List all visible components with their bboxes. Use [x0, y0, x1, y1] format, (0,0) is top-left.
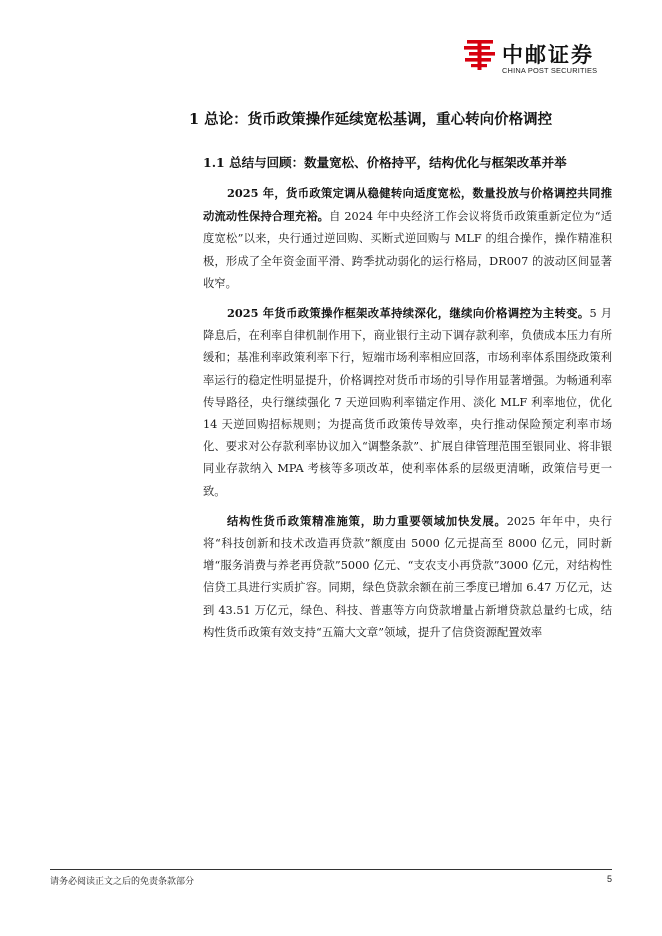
body-text: [203, 182, 612, 651]
disclaimer-note: 请务必阅读正文之后的免责条款部分: [50, 877, 195, 887]
paragraph-1-body: 自 2024 年中央经济工作会议将货币政策重新定位为“适度宽松”以来，央行通过逆回购、买断式逆回购与 MLF 的组合操作，操作精准积极，形成了全年资金面平滑、跨季扰动弱化的运行格局，DR007 的波动区间显著收窄。: [203, 210, 612, 290]
section-heading: 1 总论：货币政策操作延续宽松基调，重心转向价格调控: [189, 111, 553, 128]
subsection-heading: 1.1 总结与回顾：数量宽松、价格持平，结构优化与框架改革并举: [203, 155, 567, 170]
logo-english-name: CHINA POST SECURITIES: [502, 66, 598, 75]
paragraph-2-body: 5 月降息后，在利率自律机制作用下，商业银行主动下调存款利率，负债成本压力有所缓和；基准利率政策利率下行，短端市场利率相应回落，市场利率体系围绕政策利率运行的稳定性明显提升，价格调控对货币市场的引导作用显著增强。为畅通利率传导路径，央行继续强化 7 天逆回购利率锚定作用、淡化 MLF 利率地位，优化 14 天逆回购招标规则；为提高货币政策传导效率，央行推动保险预定利率市场化、要求对公存款利率协议加入“调整条款”、扩展自律管理范围至银同业、将非银同业存款纳入 MPA 考核等多项改革，使利率体系的层级更清晰，政策信号更一致。: [203, 307, 612, 498]
paragraph-3-body: 2025 年年中，央行将“科技创新和技术改造再贷款”额度由 5000 亿元提高至 8000 亿元，同时新增“服务消费与养老再贷款”5000 亿元、“支农支小再贷款”3000 亿元，对结构性信贷工具进行实质扩容。同期，绿色贷款余额在前三季度已增加 6.47 万亿元，达到 43.51 万亿元，绿色、科技、普惠等方向贷款增量占新增贷款总量约七成，结构性货币政策有效支持“五篇大文章”领域，提升了信贷资源配置效率: [203, 514, 612, 639]
paragraph-1-lead: 2025 年，货币政策定调从稳健转向适度宽松，数量投放与价格调控共同推动流动性保持合理充裕。: [203, 186, 612, 224]
china-post-logo-icon: [462, 38, 496, 72]
company-logo: [462, 38, 612, 80]
paragraph-2-lead: 2025 年货币政策操作框架改革持续深化，继续向价格调控为主转变。: [227, 306, 590, 321]
paragraph-2: [203, 302, 612, 503]
paragraph-3-lead: 结构性货币政策精准施策，助力重要领域加快发展。: [227, 513, 507, 528]
page-header: [0, 0, 662, 90]
page-number: 5: [606, 874, 612, 884]
paragraph-3: [203, 510, 612, 644]
logo-chinese-name: 中邮证券: [502, 43, 594, 67]
footer-divider: [50, 869, 612, 870]
paragraph-1: [203, 182, 612, 295]
